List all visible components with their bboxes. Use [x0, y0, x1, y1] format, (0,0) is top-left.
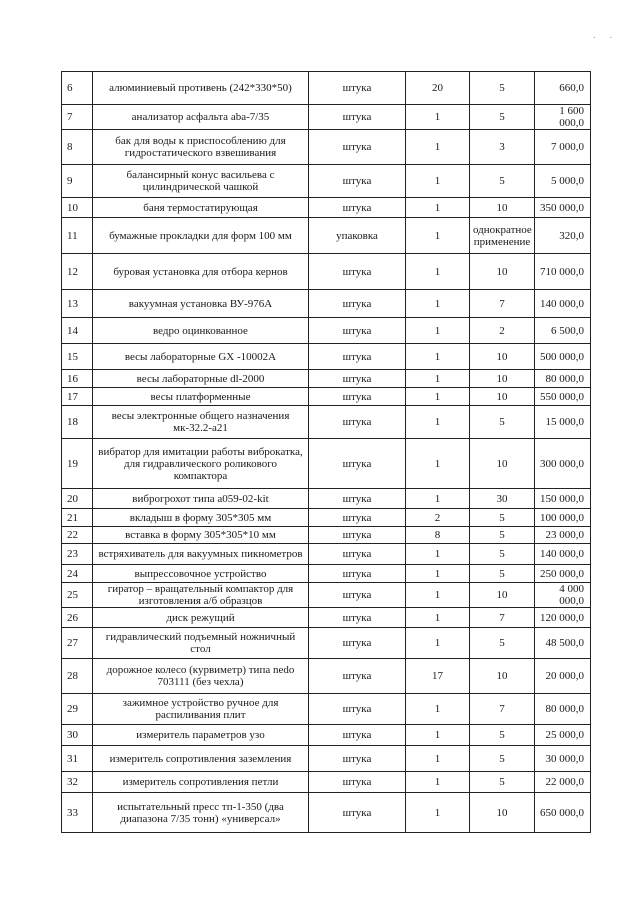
item-service-life: 2 [470, 318, 535, 344]
table-row [62, 370, 591, 388]
item-unit: штука [309, 659, 406, 694]
item-unit: штука [309, 565, 406, 583]
row-number: 32 [62, 772, 93, 793]
item-unit: штука [309, 198, 406, 218]
item-unit: штука [309, 489, 406, 509]
table-row [62, 725, 591, 746]
row-number: 33 [62, 793, 93, 833]
item-quantity: 1 [406, 772, 470, 793]
item-unit: штука [309, 544, 406, 565]
row-number: 7 [62, 105, 93, 130]
table-row [62, 439, 591, 489]
item-price: 15 000,0 [535, 406, 591, 439]
item-service-life: 5 [470, 527, 535, 544]
item-price: 120 000,0 [535, 608, 591, 628]
inventory-table [61, 71, 591, 833]
item-unit: штука [309, 105, 406, 130]
item-price: 140 000,0 [535, 290, 591, 318]
table-row [62, 489, 591, 509]
row-number: 24 [62, 565, 93, 583]
item-unit: штука [309, 628, 406, 659]
item-quantity: 1 [406, 254, 470, 290]
item-price: 20 000,0 [535, 659, 591, 694]
row-number: 25 [62, 583, 93, 608]
item-quantity: 1 [406, 370, 470, 388]
item-quantity: 1 [406, 628, 470, 659]
item-quantity: 1 [406, 694, 470, 725]
item-unit: штука [309, 583, 406, 608]
item-name: балансирный конус васильева с цилиндрической чашкой [93, 165, 309, 198]
item-unit: штука [309, 72, 406, 105]
item-price: 650 000,0 [535, 793, 591, 833]
inventory-table-body [62, 72, 591, 833]
row-number: 20 [62, 489, 93, 509]
item-name: вибратор для имитации работы виброкатка, для гидравлического роликового компактора [93, 439, 309, 489]
item-quantity: 1 [406, 165, 470, 198]
item-service-life: 5 [470, 772, 535, 793]
item-service-life: 10 [470, 793, 535, 833]
item-service-life: 10 [470, 659, 535, 694]
row-number: 17 [62, 388, 93, 406]
row-number: 11 [62, 218, 93, 254]
table-row [62, 72, 591, 105]
row-number: 31 [62, 746, 93, 772]
item-price: 150 000,0 [535, 489, 591, 509]
item-name: диск режущий [93, 608, 309, 628]
item-name: гиратор – вращательный компактор для изготовления а/б образцов [93, 583, 309, 608]
table-row [62, 509, 591, 527]
item-quantity: 1 [406, 218, 470, 254]
item-name: гидравлический подъемный ножничный стол [93, 628, 309, 659]
item-service-life: 10 [470, 254, 535, 290]
item-unit: штука [309, 290, 406, 318]
item-unit: штука [309, 388, 406, 406]
table-row [62, 659, 591, 694]
item-service-life: 5 [470, 565, 535, 583]
item-price: 23 000,0 [535, 527, 591, 544]
item-unit: штука [309, 130, 406, 165]
item-quantity: 1 [406, 198, 470, 218]
item-quantity: 1 [406, 439, 470, 489]
item-price: 25 000,0 [535, 725, 591, 746]
item-service-life: 10 [470, 583, 535, 608]
item-unit: штука [309, 527, 406, 544]
item-unit: штука [309, 254, 406, 290]
item-service-life: 5 [470, 165, 535, 198]
item-name: измеритель сопротивления заземления [93, 746, 309, 772]
item-quantity: 20 [406, 72, 470, 105]
item-quantity: 1 [406, 489, 470, 509]
table-row [62, 165, 591, 198]
row-number: 15 [62, 344, 93, 370]
item-service-life: 7 [470, 290, 535, 318]
row-number: 26 [62, 608, 93, 628]
item-quantity: 1 [406, 725, 470, 746]
item-service-life: 10 [470, 370, 535, 388]
item-service-life: 7 [470, 608, 535, 628]
table-row [62, 105, 591, 130]
item-name: вкладыш в форму 305*305 мм [93, 509, 309, 527]
item-name: весы лабораторные dl-2000 [93, 370, 309, 388]
item-name: баня термостатирующая [93, 198, 309, 218]
item-price: 250 000,0 [535, 565, 591, 583]
item-unit: штука [309, 772, 406, 793]
item-quantity: 2 [406, 509, 470, 527]
item-quantity: 1 [406, 388, 470, 406]
item-name: весы электронные общего назначения мк-32.2-а21 [93, 406, 309, 439]
row-number: 28 [62, 659, 93, 694]
table-row [62, 130, 591, 165]
item-price: 4 000 000,0 [535, 583, 591, 608]
item-price: 80 000,0 [535, 370, 591, 388]
item-price: 500 000,0 [535, 344, 591, 370]
item-price: 22 000,0 [535, 772, 591, 793]
item-name: буровая установка для отбора кернов [93, 254, 309, 290]
item-unit: штука [309, 439, 406, 489]
item-quantity: 1 [406, 406, 470, 439]
item-service-life: 5 [470, 725, 535, 746]
item-name: вставка в форму 305*305*10 мм [93, 527, 309, 544]
row-number: 19 [62, 439, 93, 489]
row-number: 9 [62, 165, 93, 198]
table-row [62, 628, 591, 659]
table-row [62, 694, 591, 725]
item-name: бумажные прокладки для форм 100 мм [93, 218, 309, 254]
item-quantity: 1 [406, 583, 470, 608]
item-quantity: 1 [406, 105, 470, 130]
row-number: 10 [62, 198, 93, 218]
row-number: 29 [62, 694, 93, 725]
item-service-life: однократное применение [470, 218, 535, 254]
item-name: виброгрохот типа а059-02-kit [93, 489, 309, 509]
table-row [62, 318, 591, 344]
table-row [62, 772, 591, 793]
item-service-life: 5 [470, 406, 535, 439]
item-service-life: 5 [470, 544, 535, 565]
item-name: дорожное колесо (курвиметр) типа nedo 703111 (без чехла) [93, 659, 309, 694]
item-name: весы лабораторные GX -10002A [93, 344, 309, 370]
row-number: 21 [62, 509, 93, 527]
table-row [62, 608, 591, 628]
item-name: выпрессовочное устройство [93, 565, 309, 583]
item-service-life: 3 [470, 130, 535, 165]
item-unit: штука [309, 344, 406, 370]
item-name: вакуумная установка ВУ-976А [93, 290, 309, 318]
item-price: 550 000,0 [535, 388, 591, 406]
item-price: 100 000,0 [535, 509, 591, 527]
item-price: 30 000,0 [535, 746, 591, 772]
item-quantity: 1 [406, 290, 470, 318]
item-unit: штука [309, 370, 406, 388]
table-row [62, 544, 591, 565]
item-service-life: 5 [470, 105, 535, 130]
item-price: 300 000,0 [535, 439, 591, 489]
item-service-life: 5 [470, 72, 535, 105]
item-price: 7 000,0 [535, 130, 591, 165]
item-name: зажимное устройство ручное для распиливания плит [93, 694, 309, 725]
item-quantity: 17 [406, 659, 470, 694]
item-quantity: 1 [406, 544, 470, 565]
item-service-life: 5 [470, 509, 535, 527]
row-number: 12 [62, 254, 93, 290]
row-number: 6 [62, 72, 93, 105]
item-unit: штука [309, 608, 406, 628]
row-number: 16 [62, 370, 93, 388]
item-name: испытательный пресс тп-1-350 (два диапазона 7/35 тонн) «универсал» [93, 793, 309, 833]
item-quantity: 1 [406, 793, 470, 833]
item-price: 1 600 000,0 [535, 105, 591, 130]
item-quantity: 1 [406, 318, 470, 344]
item-unit: штука [309, 318, 406, 344]
item-quantity: 1 [406, 344, 470, 370]
item-price: 48 500,0 [535, 628, 591, 659]
item-service-life: 30 [470, 489, 535, 509]
table-row [62, 218, 591, 254]
item-service-life: 10 [470, 344, 535, 370]
table-row [62, 527, 591, 544]
row-number: 8 [62, 130, 93, 165]
item-unit: упаковка [309, 218, 406, 254]
table-row [62, 198, 591, 218]
row-number: 18 [62, 406, 93, 439]
item-service-life: 10 [470, 388, 535, 406]
item-name: весы платформенные [93, 388, 309, 406]
item-name: встряхиватель для вакуумных пикнометров [93, 544, 309, 565]
row-number: 22 [62, 527, 93, 544]
table-row [62, 793, 591, 833]
item-price: 5 000,0 [535, 165, 591, 198]
item-name: измеритель сопротивления петли [93, 772, 309, 793]
row-number: 14 [62, 318, 93, 344]
item-quantity: 1 [406, 565, 470, 583]
item-service-life: 7 [470, 694, 535, 725]
item-unit: штука [309, 793, 406, 833]
item-quantity: 8 [406, 527, 470, 544]
table-row [62, 388, 591, 406]
item-unit: штука [309, 509, 406, 527]
item-price: 6 500,0 [535, 318, 591, 344]
item-unit: штука [309, 694, 406, 725]
item-name: измеритель параметров узо [93, 725, 309, 746]
item-service-life: 5 [470, 746, 535, 772]
item-service-life: 10 [470, 198, 535, 218]
corner-mark: . . [593, 30, 618, 40]
item-price: 660,0 [535, 72, 591, 105]
row-number: 13 [62, 290, 93, 318]
item-quantity: 1 [406, 608, 470, 628]
table-row [62, 290, 591, 318]
item-unit: штука [309, 165, 406, 198]
item-quantity: 1 [406, 746, 470, 772]
row-number: 23 [62, 544, 93, 565]
item-price: 710 000,0 [535, 254, 591, 290]
item-service-life: 5 [470, 628, 535, 659]
table-row [62, 583, 591, 608]
table-row [62, 254, 591, 290]
table-row [62, 406, 591, 439]
item-price: 80 000,0 [535, 694, 591, 725]
item-name: анализатор асфальта aba-7/35 [93, 105, 309, 130]
item-name: бак для воды к приспособлению для гидростатического взвешивания [93, 130, 309, 165]
item-price: 320,0 [535, 218, 591, 254]
item-name: алюминиевый противень (242*330*50) [93, 72, 309, 105]
item-unit: штука [309, 406, 406, 439]
item-name: ведро оцинкованное [93, 318, 309, 344]
table-row [62, 565, 591, 583]
item-price: 140 000,0 [535, 544, 591, 565]
item-price: 350 000,0 [535, 198, 591, 218]
table-row [62, 344, 591, 370]
item-quantity: 1 [406, 130, 470, 165]
table-row [62, 746, 591, 772]
row-number: 27 [62, 628, 93, 659]
item-unit: штука [309, 725, 406, 746]
item-unit: штука [309, 746, 406, 772]
item-service-life: 10 [470, 439, 535, 489]
row-number: 30 [62, 725, 93, 746]
